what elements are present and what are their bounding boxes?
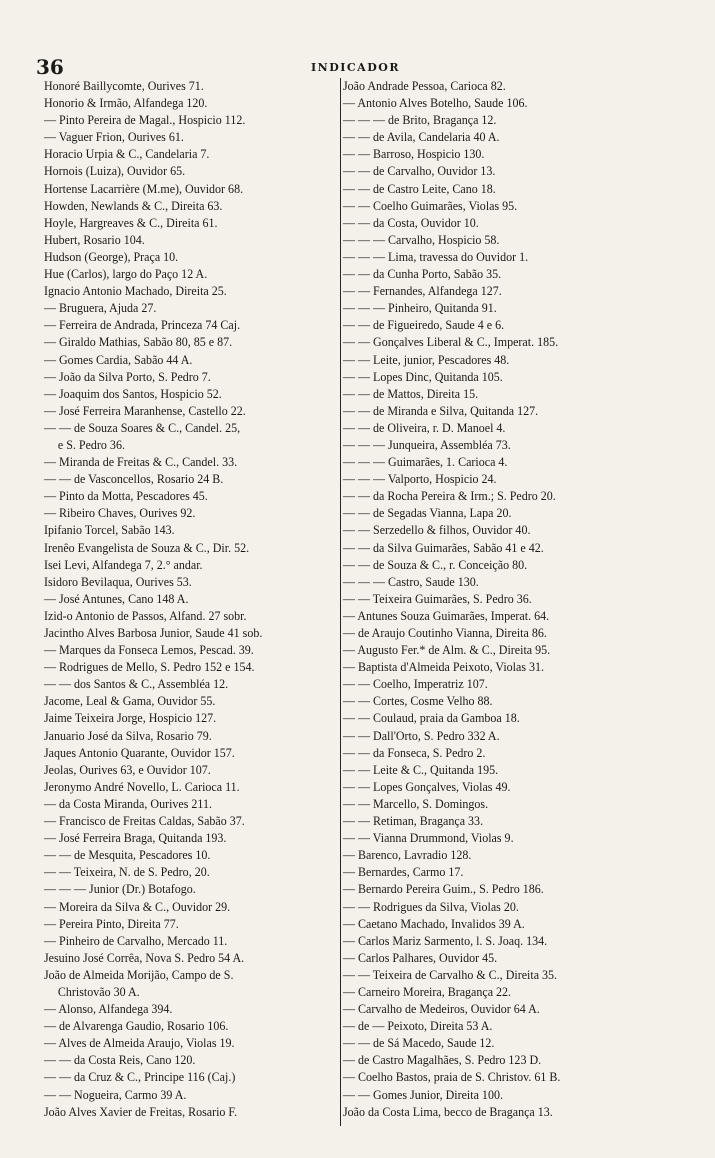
directory-entry: — — de Vasconcellos, Rosario 24 B. bbox=[44, 472, 224, 487]
directory-entry: — — de Oliveira, r. D. Manoel 4. bbox=[343, 420, 506, 435]
directory-entry: Christovão 30 A. bbox=[57, 984, 140, 999]
directory-entry: — — Teixeira de Carvalho & C., Direita 35. bbox=[343, 967, 558, 982]
directory-entry: — — Rodrigues da Silva, Violas 20. bbox=[343, 899, 519, 914]
directory-entry: — da Costa Miranda, Ourives 211. bbox=[44, 796, 212, 811]
directory-entry: — Joaquim dos Santos, Hospicio 52. bbox=[44, 386, 222, 401]
directory-entry: — Carvalho de Medeiros, Ouvidor 64 A. bbox=[343, 1002, 540, 1017]
directory-entry: — Pinheiro de Carvalho, Mercado 11. bbox=[44, 933, 228, 948]
directory-entry: — Francisco de Freitas Caldas, Sabão 37. bbox=[44, 814, 245, 829]
directory-entry: — Alves de Almeida Araujo, Violas 19. bbox=[44, 1036, 235, 1051]
directory-entry: — de — Peixoto, Direita 53 A. bbox=[343, 1019, 493, 1034]
directory-entry: — Coelho Bastos, praia de S. Christov. 61 B. bbox=[343, 1070, 561, 1085]
directory-entry: — — de Carvalho, Ouvidor 13. bbox=[343, 164, 496, 179]
directory-entry: — — de Souza Soares & C., Candel. 25, bbox=[44, 420, 241, 435]
directory-entry: Jacome, Leal & Gama, Ouvidor 55. bbox=[44, 694, 216, 709]
directory-entry: — — de Avila, Candelaria 40 A. bbox=[343, 130, 500, 145]
directory-entry: — — da Rocha Pereira & Irm.; S. Pedro 20. bbox=[343, 489, 556, 504]
directory-entry: — — Marcello, S. Domingos. bbox=[343, 796, 489, 811]
directory-entry: — — Fernandes, Alfandega 127. bbox=[343, 284, 502, 299]
directory-entry: — — dos Santos & C., Assembléa 12. bbox=[44, 677, 229, 692]
directory-entry: — de Alvarenga Gaudio, Rosario 106. bbox=[44, 1019, 229, 1034]
directory-entry: — Pereira Pinto, Direita 77. bbox=[44, 916, 179, 931]
directory-entry: — Giraldo Mathias, Sabão 80, 85 e 87. bbox=[44, 335, 233, 350]
directory-entry: — Ferreira de Andrada, Princeza 74 Caj. bbox=[44, 318, 241, 333]
directory-entry: — — da Cruz & C., Principe 116 (Caj.) bbox=[44, 1070, 236, 1085]
directory-entry: — Pinto da Motta, Pescadores 45. bbox=[44, 489, 208, 504]
directory-entry: Howden, Newlands & C., Direita 63. bbox=[44, 198, 223, 213]
page-header bbox=[36, 55, 675, 79]
directory-entry: — — da Cunha Porto, Sabão 35. bbox=[343, 267, 502, 282]
directory-entry: — — Gonçalves Liberal & C., Imperat. 185. bbox=[343, 335, 559, 350]
directory-entry: Hoyle, Hargreaves & C., Direita 61. bbox=[44, 215, 218, 230]
directory-entry: Horacio Urpia & C., Candelaria 7. bbox=[44, 147, 210, 162]
directory-entry: — Antonio Alves Botelho, Saude 106. bbox=[343, 96, 528, 111]
directory-entry: — — da Fonseca, S. Pedro 2. bbox=[343, 745, 486, 760]
directory-entry: — — de Figueiredo, Saude 4 e 6. bbox=[343, 318, 505, 333]
directory-entry: Hortense Lacarrière (M.me), Ouvidor 68. bbox=[44, 181, 244, 196]
directory-entry: João de Almeida Morijão, Campo de S. bbox=[44, 967, 234, 982]
directory-entry: — Ribeiro Chaves, Ourives 92. bbox=[44, 506, 196, 521]
directory-entry: e S. Pedro 36. bbox=[57, 437, 125, 452]
directory-entry: Irenêo Evangelista de Souza & C., Dir. 52. bbox=[44, 540, 250, 555]
directory-entry: — — — Lima, travessa do Ouvidor 1. bbox=[343, 249, 529, 264]
directory-entry: Ignacio Antonio Machado, Direita 25. bbox=[44, 284, 227, 299]
directory-entry: — Carlos Palhares, Ouvidor 45. bbox=[343, 950, 498, 965]
directory-entry: — Barenco, Lavradio 128. bbox=[343, 848, 472, 863]
directory-entry: — — Vianna Drummond, Violas 9. bbox=[343, 831, 514, 846]
directory-entry: — — de Castro Leite, Cano 18. bbox=[343, 181, 496, 196]
page-number: 36 bbox=[36, 55, 64, 79]
directory-entry: — — Lopes Dinc, Quitanda 105. bbox=[343, 369, 503, 384]
directory-entry: — — — Junior (Dr.) Botafogo. bbox=[44, 882, 196, 897]
directory-entry: — Gomes Cardia, Sabão 44 A. bbox=[44, 352, 193, 367]
directory-entry: — Miranda de Freitas & C., Candel. 33. bbox=[44, 455, 238, 470]
directory-entry: — Marques da Fonseca Lemos, Pescad. 39. bbox=[44, 643, 254, 658]
directory-entry: Hudson (George), Praça 10. bbox=[44, 249, 179, 264]
directory-entry: João Andrade Pessoa, Carioca 82. bbox=[343, 79, 506, 93]
directory-entry: Hornois (Luiza), Ouvidor 65. bbox=[44, 164, 186, 179]
directory-entry: — — da Costa, Ouvidor 10. bbox=[343, 215, 479, 230]
directory-entry: — José Ferreira Maranhense, Castello 22. bbox=[44, 403, 246, 418]
directory-entry: — — — Junqueira, Assembléa 73. bbox=[343, 437, 511, 452]
directory-entry: — — Barroso, Hospicio 130. bbox=[343, 147, 485, 162]
directory-entry: — Rodrigues de Mello, S. Pedro 152 e 154. bbox=[44, 660, 255, 675]
directory-entry: — — Nogueira, Carmo 39 A. bbox=[44, 1087, 187, 1102]
column-divider bbox=[340, 78, 341, 1126]
directory-entry: Isidoro Bevilaqua, Ourives 53. bbox=[44, 574, 192, 589]
directory-entry: Honoré Baillycomte, Ourives 71. bbox=[44, 79, 204, 93]
directory-entry: — Augusto Fer.* de Alm. & C., Direita 95. bbox=[343, 643, 551, 658]
directory-entry: — — Lopes Gonçalves, Violas 49. bbox=[343, 779, 511, 794]
directory-entry: — Moreira da Silva & C., Ouvidor 29. bbox=[44, 899, 231, 914]
directory-entry: Jeolas, Ourives 63, e Ouvidor 107. bbox=[44, 762, 211, 777]
directory-entry: Jaime Teixeira Jorge, Hospicio 127. bbox=[44, 711, 217, 726]
directory-entry: — Caetano Machado, Invalidos 39 A. bbox=[343, 916, 525, 931]
directory-entry: — — Dall'Orto, S. Pedro 332 A. bbox=[343, 728, 500, 743]
directory-entry: Jaques Antonio Quarante, Ouvidor 157. bbox=[44, 745, 235, 760]
directory-entry: Januario José da Silva, Rosario 79. bbox=[44, 728, 212, 743]
directory-entry: — — de Mattos, Direita 15. bbox=[343, 386, 479, 401]
directory-entry: — — Coulaud, praia da Gamboa 18. bbox=[343, 711, 520, 726]
left-column bbox=[44, 78, 344, 1121]
directory-entry: — — de Mesquita, Pescadores 10. bbox=[44, 848, 211, 863]
directory-entry: — — — Guimarães, 1. Carioca 4. bbox=[343, 455, 508, 470]
directory-entry: Isei Levi, Alfandega 7, 2.° andar. bbox=[44, 557, 203, 572]
directory-entry: — Bernardes, Carmo 17. bbox=[343, 865, 464, 880]
directory-entry: — — da Costa Reis, Cano 120. bbox=[44, 1053, 196, 1068]
directory-entry: — — da Silva Guimarães, Sabão 41 e 42. bbox=[343, 540, 544, 555]
directory-entry: — Baptista d'Almeida Peixoto, Violas 31. bbox=[343, 660, 545, 675]
directory-entry: — — Coelho, Imperatriz 107. bbox=[343, 677, 488, 692]
directory-entry: Hubert, Rosario 104. bbox=[44, 232, 145, 247]
directory-entry: João Alves Xavier de Freitas, Rosario F. bbox=[44, 1104, 238, 1119]
directory-entry: — — — Valporto, Hospicio 24. bbox=[343, 472, 497, 487]
directory-entry: — — — Pinheiro, Quitanda 91. bbox=[343, 301, 497, 316]
directory-entry: — Alonso, Alfandega 394. bbox=[44, 1002, 173, 1017]
directory-entry: — — Gomes Junior, Direita 100. bbox=[343, 1087, 503, 1102]
directory-entry: Honorio & Irmão, Alfandega 120. bbox=[44, 96, 208, 111]
directory-entry: Izid-o Antonio de Passos, Alfand. 27 sobr. bbox=[44, 608, 247, 623]
directory-entry: — Bernardo Pereira Guim., S. Pedro 186. bbox=[343, 882, 544, 897]
directory-entry: — Vaguer Frion, Ourives 61. bbox=[44, 130, 184, 145]
directory-entry: Hue (Carlos), largo do Paço 12 A. bbox=[44, 267, 208, 282]
directory-entry: — Pinto Pereira de Magal., Hospicio 112. bbox=[44, 113, 246, 128]
directory-entry: — — Serzedello & filhos, Ouvidor 40. bbox=[343, 523, 531, 538]
directory-entry: — — Teixeira Guimarães, S. Pedro 36. bbox=[343, 591, 532, 606]
directory-entry: — Bruguera, Ajuda 27. bbox=[44, 301, 157, 316]
directory-entry: — Carneiro Moreira, Bragança 22. bbox=[343, 984, 512, 999]
directory-entry: — Antunes Souza Guimarães, Imperat. 64. bbox=[343, 608, 550, 623]
directory-entry: — — Teixeira, N. de S. Pedro, 20. bbox=[44, 865, 210, 880]
directory-entry: — José Antunes, Cano 148 A. bbox=[44, 591, 189, 606]
directory-entry: — — de Segadas Vianna, Lapa 20. bbox=[343, 506, 512, 521]
directory-entry: — — de Sá Macedo, Saude 12. bbox=[343, 1036, 495, 1051]
directory-entry: — — de Souza & C., r. Conceição 80. bbox=[343, 557, 528, 572]
directory-entry: — — — de Brito, Bragança 12. bbox=[343, 113, 497, 128]
directory-columns bbox=[44, 78, 675, 1138]
directory-entry: João da Costa Lima, becco de Bragança 13. bbox=[343, 1104, 553, 1119]
directory-entry: — — — Carvalho, Hospicio 58. bbox=[343, 232, 500, 247]
directory-entry: Jacintho Alves Barbosa Junior, Saude 41 sob. bbox=[44, 626, 263, 640]
directory-entry: — — Leite, junior, Pescadores 48. bbox=[343, 352, 510, 367]
directory-entry: — de Castro Magalhães, S. Pedro 123 D. bbox=[343, 1053, 542, 1068]
directory-entry: Ipifanio Torcel, Sabão 143. bbox=[44, 523, 175, 538]
running-title: INDICADOR bbox=[311, 61, 400, 74]
directory-entry: — — de Miranda e Silva, Quitanda 127. bbox=[343, 403, 539, 418]
directory-entry: — de Araujo Coutinho Vianna, Direita 86. bbox=[343, 626, 547, 640]
directory-entry: Jeronymo André Novello, L. Carioca 11. bbox=[44, 779, 240, 794]
directory-entry: — — Coelho Guimarães, Violas 95. bbox=[343, 198, 518, 213]
right-column bbox=[343, 78, 649, 1121]
directory-entry: — João da Silva Porto, S. Pedro 7. bbox=[44, 369, 211, 384]
directory-entry: — — Retiman, Bragança 33. bbox=[343, 814, 484, 829]
directory-entry: — — — Castro, Saude 130. bbox=[343, 574, 479, 589]
directory-entry: — Carlos Mariz Sarmento, l. S. Joaq. 134. bbox=[343, 933, 548, 948]
directory-entry: — — Leite & C., Quitanda 195. bbox=[343, 762, 499, 777]
directory-entry: — José Ferreira Braga, Quitanda 193. bbox=[44, 831, 227, 846]
directory-entry: Jesuino José Corrêa, Nova S. Pedro 54 A. bbox=[44, 950, 245, 965]
directory-entry: — — Cortes, Cosme Velho 88. bbox=[343, 694, 493, 709]
